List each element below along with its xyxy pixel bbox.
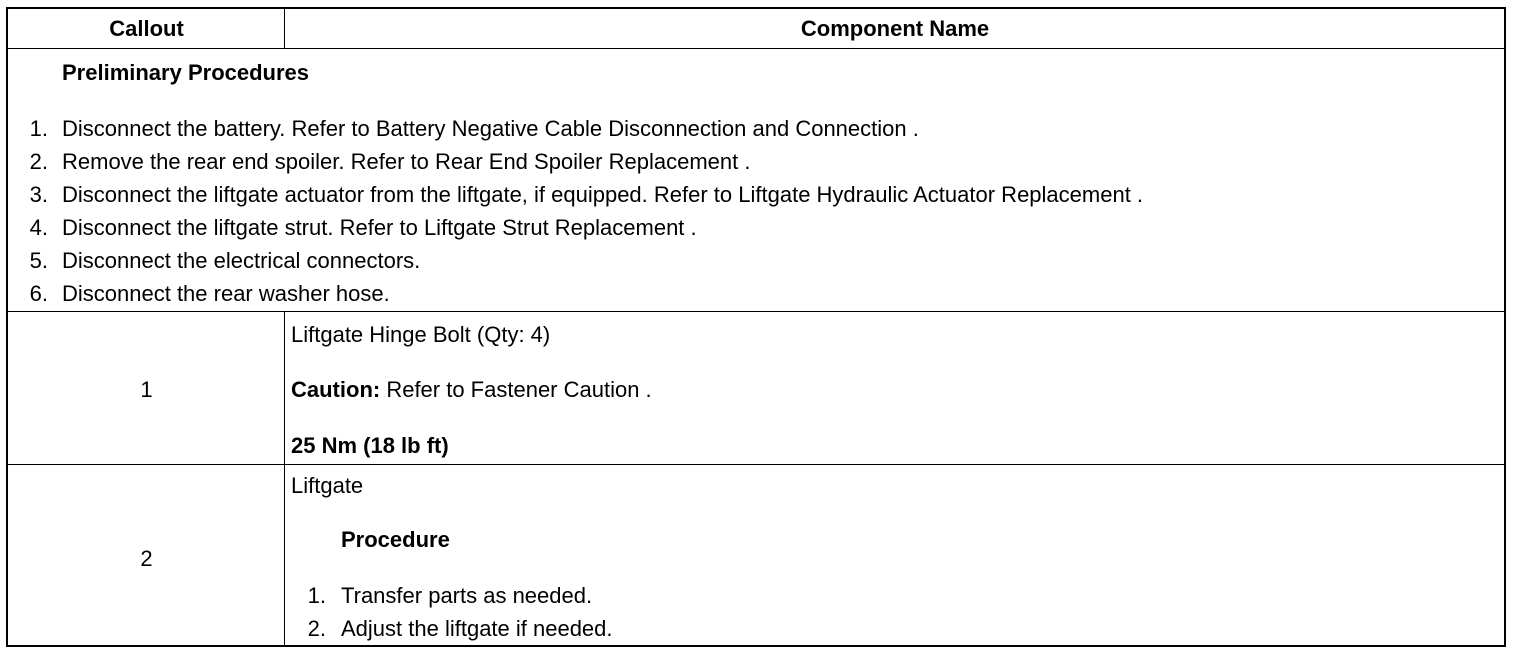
step-number: 2. (307, 616, 326, 641)
caution-label: Caution: (291, 377, 381, 402)
step-number: 6. (29, 281, 48, 306)
caution-text: Refer to Fastener Caution . (380, 377, 652, 402)
header-callout: Callout (109, 16, 184, 41)
torque-spec: 25 Nm (18 lb ft) (291, 433, 449, 458)
step-number: 5. (29, 248, 48, 273)
step-number: 1. (29, 116, 48, 141)
component-table (6, 7, 1506, 647)
callout-number: 1 (140, 377, 153, 402)
step-text: Remove the rear end spoiler. Refer to Rear End Spoiler Replacement . (62, 149, 751, 174)
table-row (8, 465, 1504, 647)
step-number: 3. (29, 182, 48, 207)
step-number: 1. (307, 583, 326, 608)
component-name: Liftgate Hinge Bolt (Qty: 4) (291, 322, 551, 347)
procedure-title: Procedure (341, 527, 450, 552)
table-row (8, 312, 1504, 464)
step-text: Disconnect the electrical connectors. (62, 248, 421, 273)
step-text: Disconnect the battery. Refer to Battery Negative Cable Disconnection and Connection . (62, 116, 919, 141)
step-number: 2. (29, 149, 48, 174)
step-text: Transfer parts as needed. (341, 583, 593, 608)
component-name: Liftgate (291, 473, 364, 498)
step-text: Adjust the liftgate if needed. (341, 616, 613, 641)
callout-number: 2 (140, 546, 153, 571)
step-text: Disconnect the liftgate actuator from the liftgate, if equipped. Refer to Liftgate Hydraulic Actuator Replacement . (62, 182, 1144, 207)
step-number: 4. (29, 215, 48, 240)
preliminary-procedures-row (8, 49, 1504, 312)
header-column-divider (284, 9, 285, 49)
step-text: Disconnect the rear washer hose. (62, 281, 390, 306)
step-text: Disconnect the liftgate strut. Refer to Liftgate Strut Replacement . (62, 215, 697, 240)
header-component-name: Component Name (800, 16, 990, 41)
column-divider (284, 312, 285, 645)
preliminary-procedures-title: Preliminary Procedures (62, 60, 310, 85)
caution-note (291, 379, 652, 401)
